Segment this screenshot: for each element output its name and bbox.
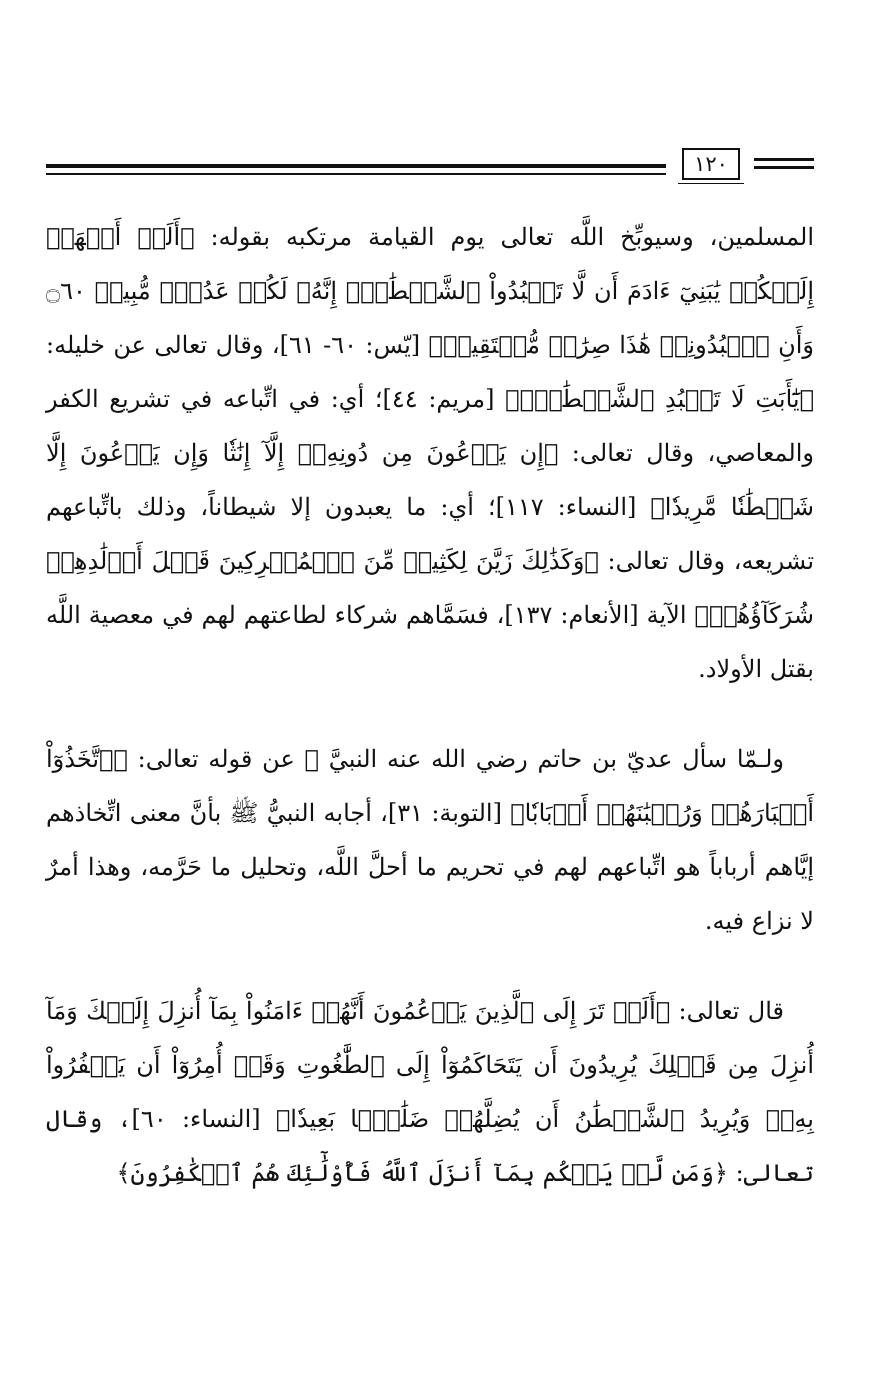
page-body bbox=[46, 210, 814, 1200]
paragraph-3: قال تعالى: ﴿أَلَمۡ تَرَ إِلَى ٱلَّذِينَ يَزۡعُمُونَ أَنَّهُمۡ ءَامَنُواْ بِمَآ أُنزِلَ إِلَيۡكَ وَمَآ أُنزِلَ مِن قَبۡلِكَ يُرِيدُونَ أَن يَتَحَاكَمُوٓاْ إِلَى ٱلطَّٰغُوتِ وَقَدۡ أُمِرُوٓاْ أَن يَكۡفُرُواْ بِهِۦۖ وَيُرِيدُ ٱلشَّيۡطَٰنُ أَن يُضِلَّهُمۡ ضَلَٰلَۢا بَعِيدٗا﴾ [النساء: ٦٠]، وقال تعالى: ﴿وَمَن لَّمۡ يَحۡكُم بِمَآ أَنزَلَ ٱللَّهُ فَأُوْلَٰٓئِكَ هُمُ ٱلۡكَٰفِرُونَ﴾ bbox=[46, 997, 814, 1187]
paragraph-1: المسلمين، وسيوبِّخ اللَّه تعالى يوم القيامة مرتكبه بقوله: ﴿أَلَمۡ أَعۡهَدۡ إِلَيۡكُمۡ يَٰبَنِيٓ ءَادَمَ أَن لَّا تَعۡبُدُواْ ٱلشَّيۡطَٰنَۖ إِنَّهُۥ لَكُمۡ عَدُوّٞ مُّبِينٞ ۝٦٠ وَأَنِ ٱعۡبُدُونِيۚ هَٰذَا صِرَٰطٞ مُّسۡتَقِيمٞ﴾ [يّس: ٦٠- ٦١]، وقال تعالى عن خليله: ﴿يَٰٓأَبَتِ لَا تَعۡبُدِ ٱلشَّيۡطَٰنَۖ﴾ [مريم: ٤٤]؛ أي: في اتِّباعه في تشريع الكفر والمعاصي، وقال تعالى: ﴿إِن يَدۡعُونَ مِن دُونِهِۦٓ إِلَّآ إِنَٰثٗا وَإِن يَدۡعُونَ إِلَّا شَيۡطَٰنٗا مَّرِيدٗا﴾ [النساء: ١١٧]؛ أي: ما يعبدون إلا شيطاناً، وذلك باتِّباعهم تشريعه، وقال تعالى: ﴿وَكَذَٰلِكَ زَيَّنَ لِكَثِيرٖ مِّنَ ٱلۡمُشۡرِكِينَ قَتۡلَ أَوۡلَٰدِهِمۡ شُرَكَآؤُهُمۡ﴾ الآية [الأنعام: ١٣٧]، فسَمَّاهم شركاء لطاعتهم لهم في معصية اللَّه بقتل الأولاد. bbox=[46, 223, 815, 683]
page-number: ١٢٠ bbox=[682, 148, 740, 180]
header-rule-short bbox=[754, 158, 814, 169]
page-header bbox=[46, 148, 814, 184]
header-rule-long bbox=[46, 164, 666, 175]
paragraph-2: ولـمّا سأل عديّ بن حاتم رضي الله عنه النبيَّ ﷺ عن قوله تعالى: ﴿ٱتَّخَذُوٓاْ أَحۡبَارَهُمۡ وَرُهۡبَٰنَهُمۡ أَرۡبَابٗا﴾ [التوبة: ٣١]، أجابه النبيُّ ﷺ بأنَّ معنى اتِّخاذهم إيَّاهم أرباباً هو اتِّباعهم لهم في تحريم ما أحلَّ اللَّه، وتحليل ما حَرَّمه، وهذا أمرٌ لا نزاع فيه. bbox=[46, 745, 814, 935]
